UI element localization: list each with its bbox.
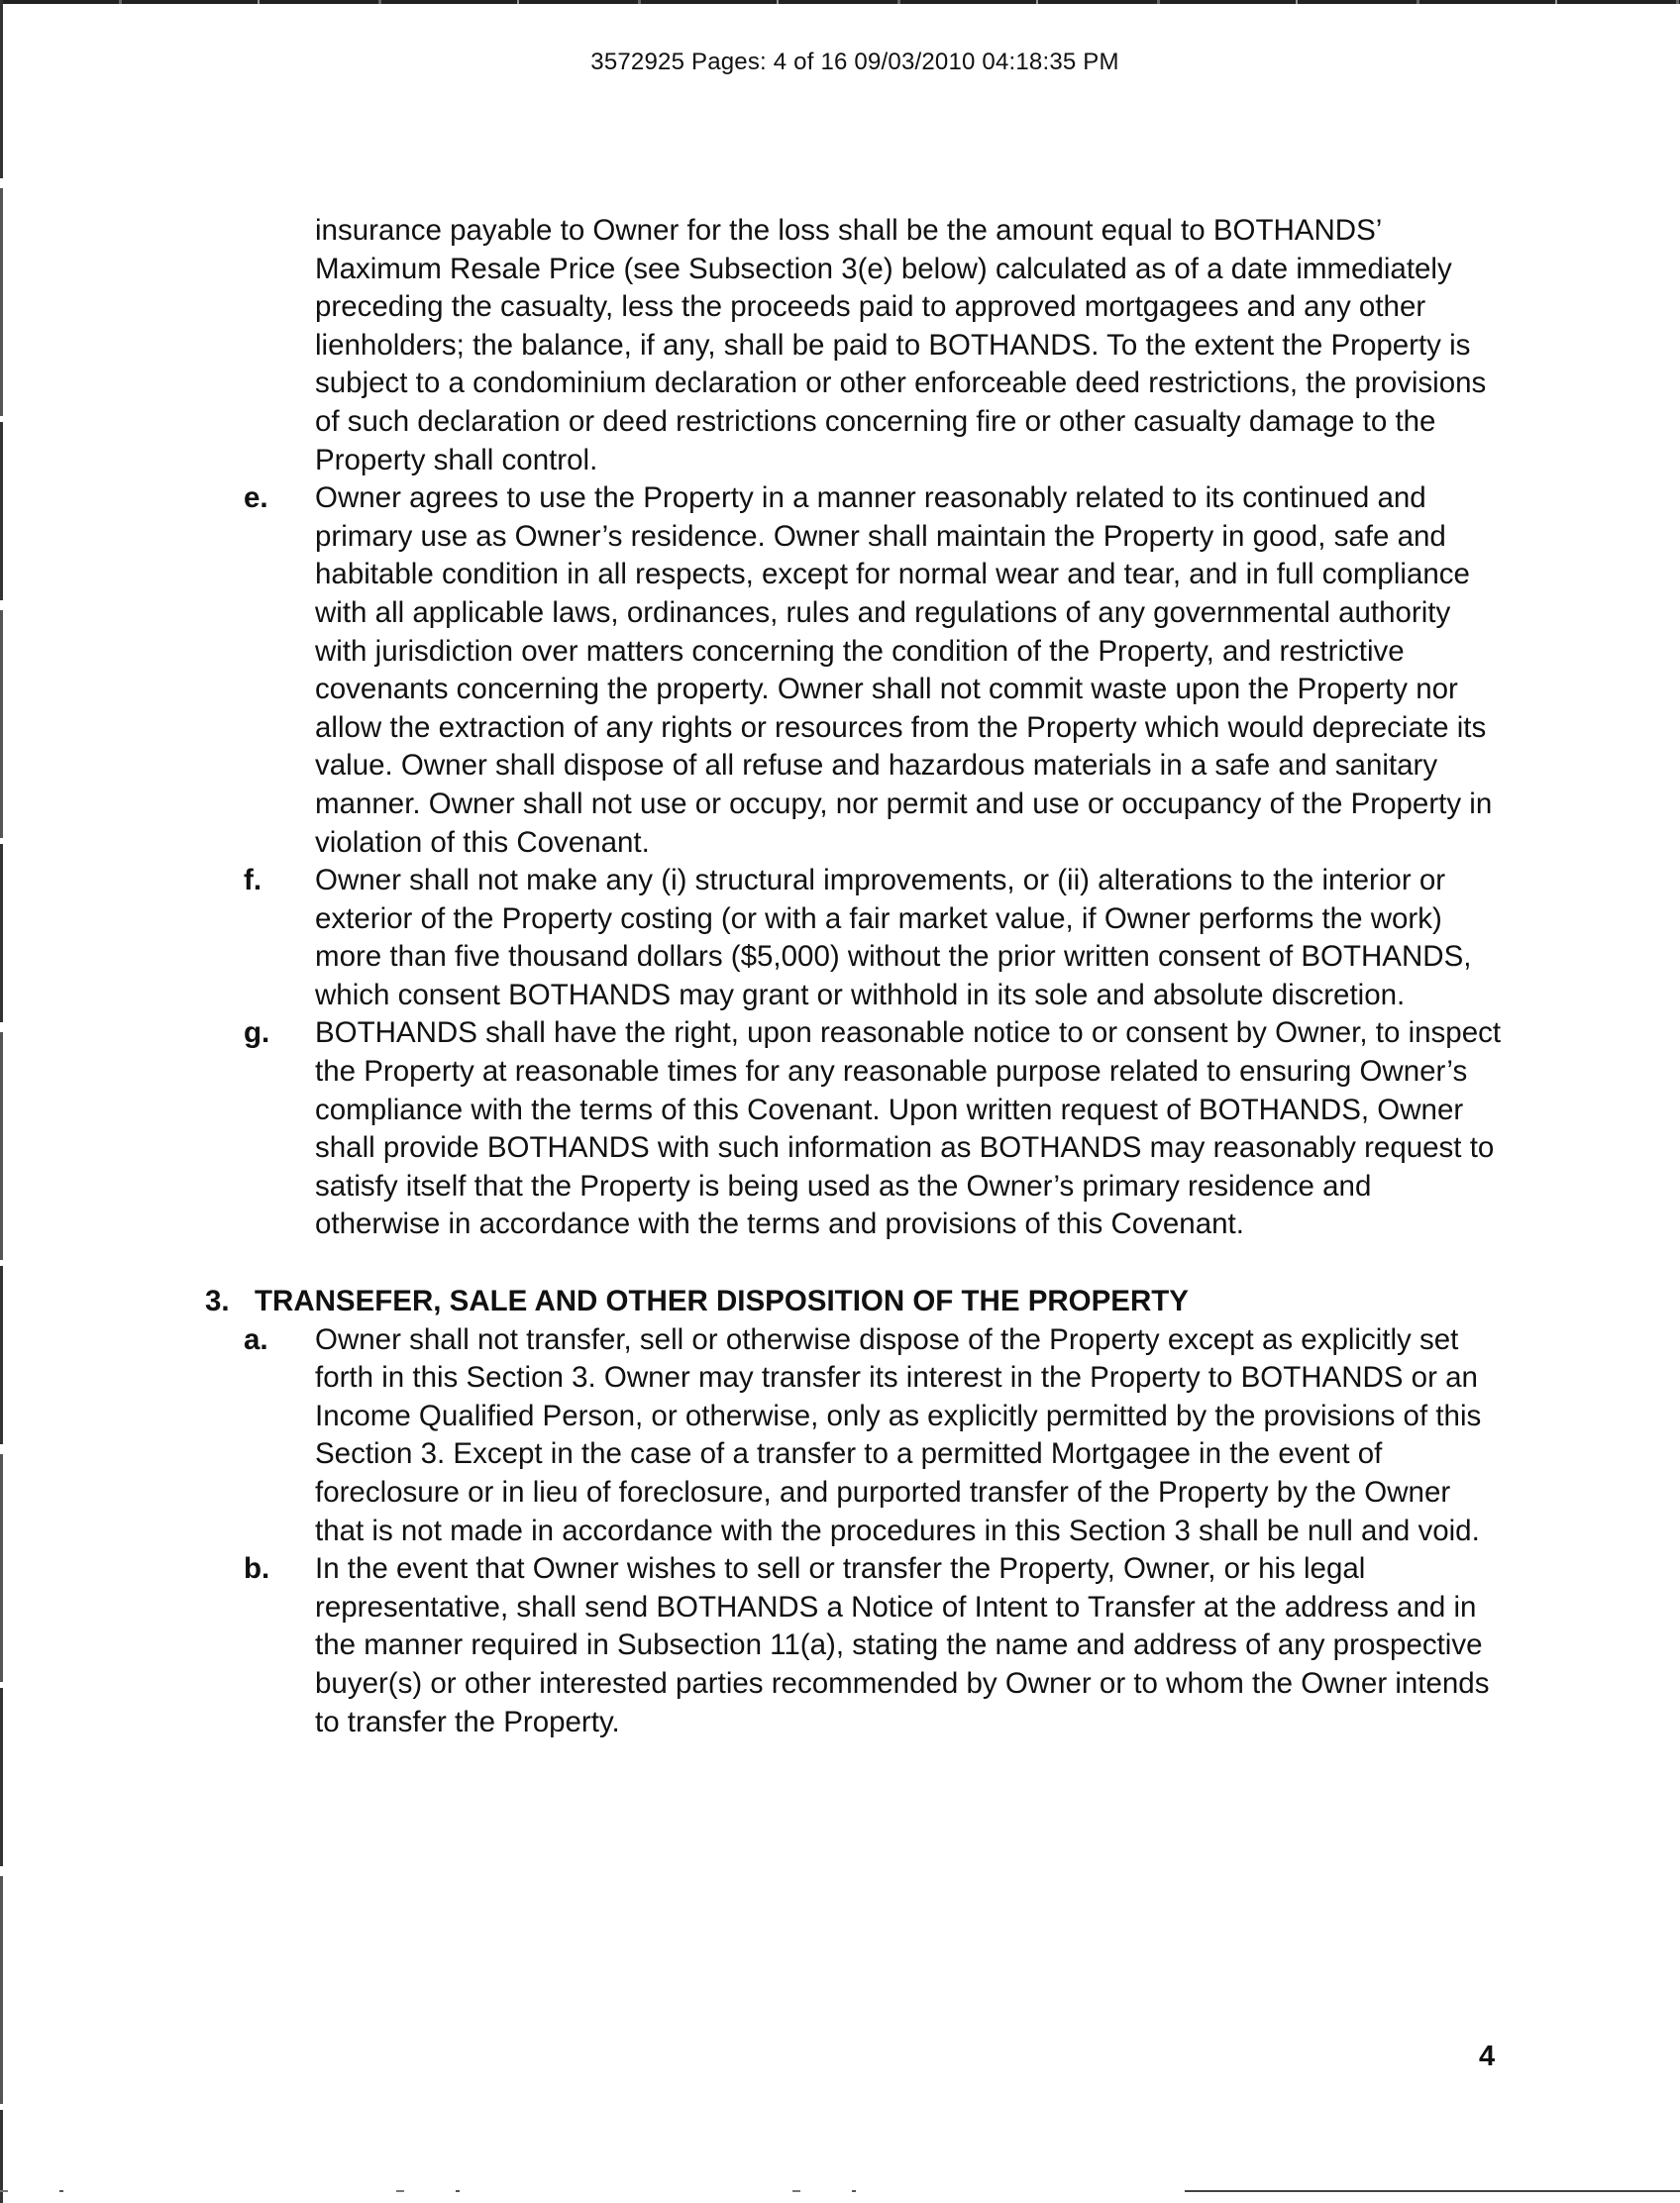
scan-edge-top [0,0,1680,4]
scan-edge-bottom-right [1185,2190,1680,2192]
section-heading [205,1283,1680,1321]
section-number: 3. [205,1285,230,1318]
section3-item-a [244,1321,1504,1551]
item-text: Owner shall not make any (i) structural improvements, or (ii) alterations to the interior or exterior of the Property costing (or with a fair market value, if Owner performs the work) more than five thousand dollars ($5,000) without the prior written consent of BOTHANDS, which consent BOTHANDS may grant or withhold in its sole and absolute discretion. [315,864,1472,1011]
item-marker: g. [244,1016,270,1050]
list-item-g [244,1014,1504,1244]
section3-item-b [244,1550,1504,1741]
recording-header: 3572925 Pages: 4 of 16 09/03/2010 04:18:35 PM [590,49,1119,75]
item-text: In the event that Owner wishes to sell or transfer the Property, Owner, or his legal representative, shall send BOTHANDS a Notice of Intent to Transfer at the address and in the manner required in Subsection 11(a), stating the name and address of any prospective buyer(s) or other interested parties recommended by Owner or to whom the Owner intends to transfer the Property. [315,1552,1490,1738]
page-number: 4 [1479,2041,1496,2072]
continued-paragraph: insurance payable to Owner for the loss shall be the amount equal to BOTHANDS’ Maximum Resale Price (see Subsection 3(e) below) calculated as of a date immediately preceding the casualty, less the proceeds paid to approved mortgagees and any other lienholders; the balance, if any, shall be paid to BOTHANDS. To the extent the Property is subject to a condominium declaration or other enforceable deed restrictions, the provisions of such declaration or deed restrictions concerning fire or other casualty damage to the Property shall control. [315,214,1487,476]
item-marker: f. [244,864,262,897]
item-marker: e. [244,481,268,515]
item-text: Owner shall not transfer, sell or otherwise dispose of the Property except as explicitly set forth in this Section 3. Owner may transfer its interest in the Property to BOTHANDS or an Income Qualified Person, or otherwise, only as explicitly permitted by the provisions of this Section 3. Except in the case of a transfer to a permitted Mortgagee in the event of foreclosure or in lieu of foreclosure, and purported transfer of the Property by the Owner that is not made in accordance with the procedures in this Section 3 shall be null and void. [315,1322,1482,1547]
item-text: BOTHANDS shall have the right, upon reasonable notice to or consent by Owner, to inspect the Property at reasonable times for any reasonable purpose related to ensuring Owner’s compliance with the terms of this Covenant. Upon written request of BOTHANDS, Owner shall provide BOTHANDS with such information as BOTHANDS may reasonably request to satisfy itself that the Property is being used as the Owner’s primary residence and otherwise in accordance with the terms and provisions of this Covenant. [315,1016,1502,1241]
section-title: TRANSEFER, SALE AND OTHER DISPOSITION OF THE PROPERTY [255,1285,1189,1318]
item-text: Owner agrees to use the Property in a manner reasonably related to its continued and primary use as Owner’s residence. Owner shall maintain the Property in good, safe and habitable condition in all respects, except for normal wear and tear, and in full compliance with all applicable laws, ordinances, rules and regulations of any governmental authority with jurisdiction over matters concerning the condition of the Property, and restrictive covenants concerning the property. Owner shall not commit waste upon the Property nor allow the extraction of any rights or resources from the Property which would depreciate its value. Owner shall dispose of all refuse and hazardous materials in a safe and sanitary manner. Owner shall not use or occupy, nor permit and use or occupancy of the Property in violation of this Covenant. [315,481,1493,859]
list-item-f [244,862,1504,1014]
list-item-e [244,479,1504,862]
item-marker: b. [244,1552,270,1586]
document-body [0,212,1680,1741]
item-marker: a. [244,1322,268,1356]
